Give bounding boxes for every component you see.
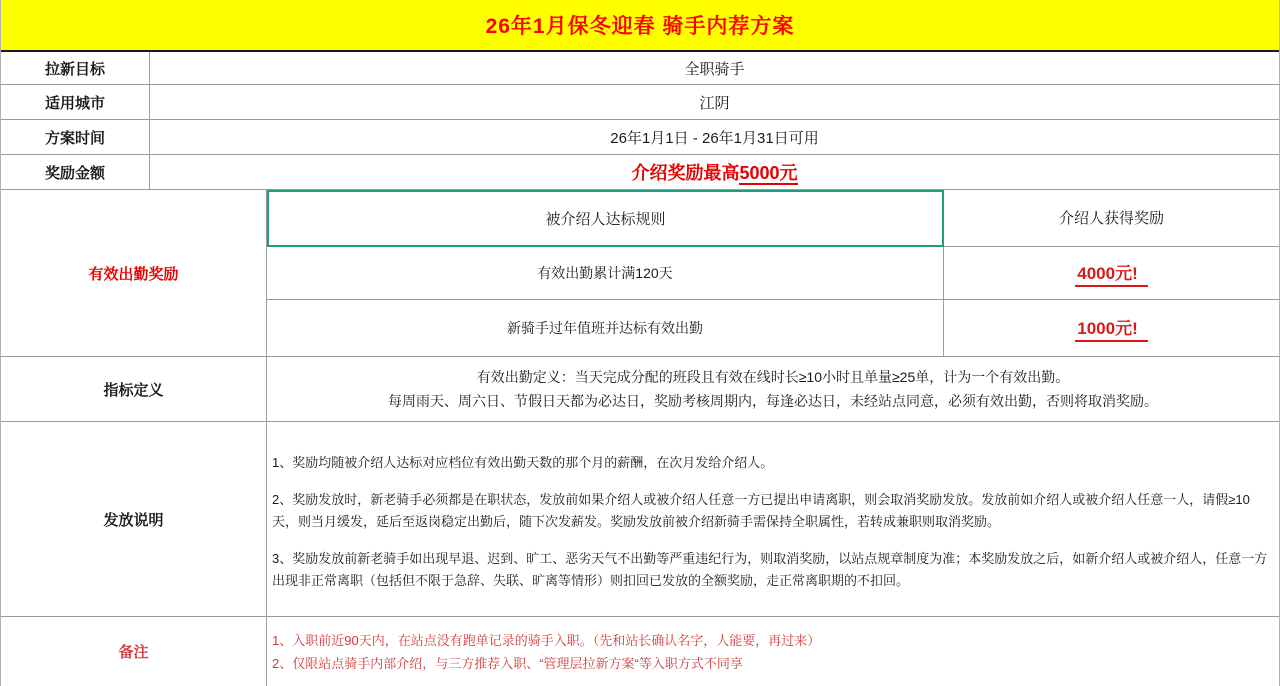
reward-cell [944, 247, 1279, 301]
attendance-reward-section [1, 190, 1279, 357]
header-rule-cell: 被介绍人达标规则 [267, 190, 944, 247]
reward-amount-value [150, 155, 1279, 189]
prize-amount: 1000元! [1075, 314, 1147, 342]
issuance-label: 发放说明 [1, 422, 267, 616]
remark-line: 1、入职前近90天内，在站点没有跑单记录的骑手入职。（先和站长确认名字，人能要，再过来） [272, 632, 821, 648]
metric-definition-label: 指标定义 [1, 357, 267, 421]
attendance-reward-table [267, 190, 1279, 356]
applicable-city-value: 江阴 [699, 94, 730, 112]
remarks-label: 备注 [1, 617, 267, 686]
reward-cell [944, 300, 1279, 356]
attendance-table-header [267, 190, 1279, 247]
row-reward-amount [1, 155, 1279, 190]
row-metric-definition [1, 357, 1279, 422]
issuance-content [267, 422, 1279, 616]
title-banner [1, 0, 1279, 52]
reward-amount-text: 介绍奖励最高5000元 [631, 163, 798, 183]
reward-amount-underlined: 5000元 [739, 163, 798, 183]
rule-cell: 有效出勤累计满120天 [267, 247, 944, 301]
attendance-table-row [267, 247, 1279, 301]
issuance-point: 2、奖励发放时，新老骑手必须都是在职状态，发放前如果介绍人或被介绍人任意一方已提出申请离职，则会取消奖励发放。发放前如介绍人或被介绍人任意一人，请假≥10天，则当月缓发，延后至返岗稳定出勤后，随下次发薪发。奖励发放前被介绍新骑手需保持全职属性，若转成兼职则取消奖励。 [272, 492, 1250, 529]
prize-amount: 4000元! [1075, 259, 1147, 287]
metric-definition-content [267, 357, 1279, 421]
row-plan-period [1, 120, 1279, 155]
definition-line: 有效出勤定义：当天完成分配的班段且有效在线时长≥10小时且单量≥25单，计为一个有效出勤。 [476, 369, 1070, 385]
remark-line: 2、仅限站点骑手内部介绍，与三方推荐入职、“管理层拉新方案“等入职方式不同享 [272, 655, 743, 671]
plan-period-value: 26年1月1日 - 26年1月31日可用 [610, 129, 819, 147]
row-issuance-notes [1, 422, 1279, 617]
remarks-content [267, 617, 1279, 686]
recruit-target-value: 全职骑手 [684, 60, 745, 78]
reward-amount-label: 奖励金额 [1, 155, 150, 189]
row-applicable-city [1, 85, 1279, 120]
issuance-point: 1、奖励均随被介绍人达标对应档位有效出勤天数的那个月的薪酬，在次月发给介绍人。 [272, 455, 774, 470]
row-recruit-target [1, 52, 1279, 85]
issuance-point: 3、奖励发放前新老骑手如出现早退、迟到、旷工、恶劣天气不出勤等严重违纪行为，则取消奖励，以站点规章制度为准；本奖励发放之后，如新介绍人或被介绍人，任意一方出现非正常离职（包括但不限于急辞、失联、旷离等情形）则扣回已发放的全额奖励，走正常离职期的不扣回。 [272, 551, 1268, 588]
plan-period-label: 方案时间 [1, 120, 150, 154]
attendance-reward-label: 有效出勤奖励 [1, 190, 267, 356]
row-remarks [1, 617, 1279, 686]
header-reward-cell: 介绍人获得奖励 [944, 190, 1279, 247]
page-title: 26年1月保冬迎春 骑手内荐方案 [485, 15, 795, 38]
rule-cell: 新骑手过年值班并达标有效出勤 [267, 300, 944, 356]
definition-line: 每周雨天、周六日、节假日天都为必达日，奖励考核周期内，每逢必达日，未经站点同意，必须有效出勤，否则将取消奖励。 [388, 393, 1158, 409]
recruit-target-label: 拉新目标 [1, 52, 150, 84]
applicable-city-label: 适用城市 [1, 85, 150, 119]
attendance-table-row [267, 300, 1279, 356]
